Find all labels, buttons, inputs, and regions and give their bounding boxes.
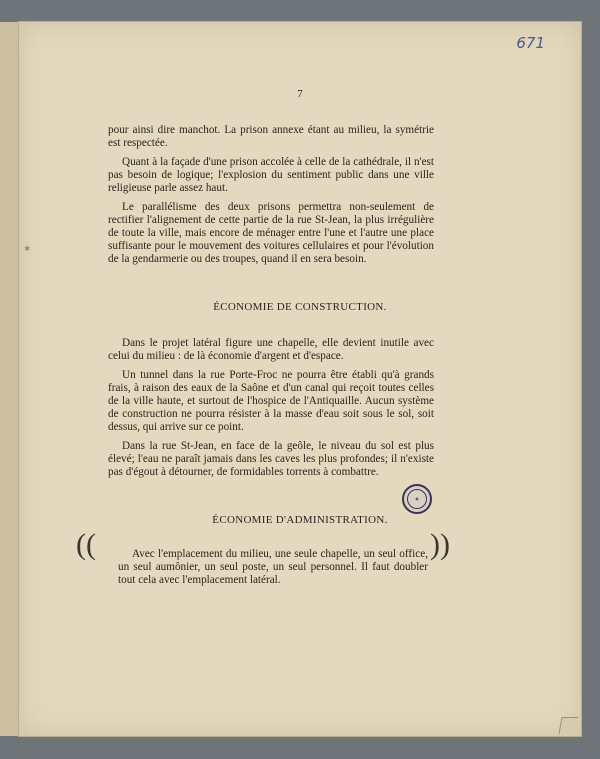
paragraph: pour ainsi dire manchot. La prison annexe étant au milieu, la symétrie est respectée. [108, 124, 434, 149]
handwritten-bracket-right: )) [430, 528, 450, 561]
margin-mark: ✶ [23, 244, 32, 255]
paragraph: Dans le projet latéral figure une chapelle, elle devient inutile avec celui du milieu : de là économie d'argent et d'espace. [108, 337, 434, 362]
page-corner-fold [559, 717, 579, 734]
text-block-3 [118, 548, 428, 593]
page-number: 7 [297, 88, 303, 100]
paragraph: Quant à la façade d'une prison accolée à celle de la cathédrale, il n'est pas besoin de logique; l'explosion du sentiment public dans une ville religieuse parle assez haut. [108, 156, 434, 194]
section-heading-administration: ÉCONOMIE D'ADMINISTRATION. [212, 514, 388, 526]
handwritten-bracket-left: (( [76, 528, 96, 561]
paragraph: Un tunnel dans la rue Porte-Froc ne pourra être établi qu'à grands frais, à raison des eaux de la Saône et d'un canal qui reçoit toutes celles de la ville haute, et surtout de l'hospice de l'Antiquaille. Aucun système de construction ne pourra résister à la masse d'eau soit sous le sol, soit dessus, qui arrive sur ce point. [108, 369, 434, 433]
text-block-1 [108, 124, 434, 272]
paragraph: Le parallélisme des deux prisons permettra non-seulement de rectifier l'alignement de cette partie de la rue St-Jean, la plus irrégulière de toute la ville, mais encore de ménager entre l'une et l'autre une place suffisante pour le mouvement des voitures cellulaires et pour l'évolution de la gendarmerie ou des troupes, quand il en sera besoin. [108, 201, 434, 265]
library-stamp [402, 484, 432, 514]
section-heading-construction: ÉCONOMIE DE CONSTRUCTION. [213, 301, 387, 313]
paragraph: Dans la rue St-Jean, en face de la geôle, le niveau du sol est plus élevé; l'eau ne paraît jamais dans les caves les plus profondes; il n'existe pas d'égout à détourner, de formidables torrents à combattre. [108, 440, 434, 478]
library-stamp-inner: ◉ [407, 489, 427, 509]
folio-number: 671 [516, 34, 545, 52]
paragraph: Avec l'emplacement du milieu, une seule chapelle, un seul office, un seul aumônier, un seul poste, un seul personnel. Il faut doubler tout cela avec l'emplacement latéral. [118, 548, 428, 586]
text-block-2 [108, 337, 434, 485]
